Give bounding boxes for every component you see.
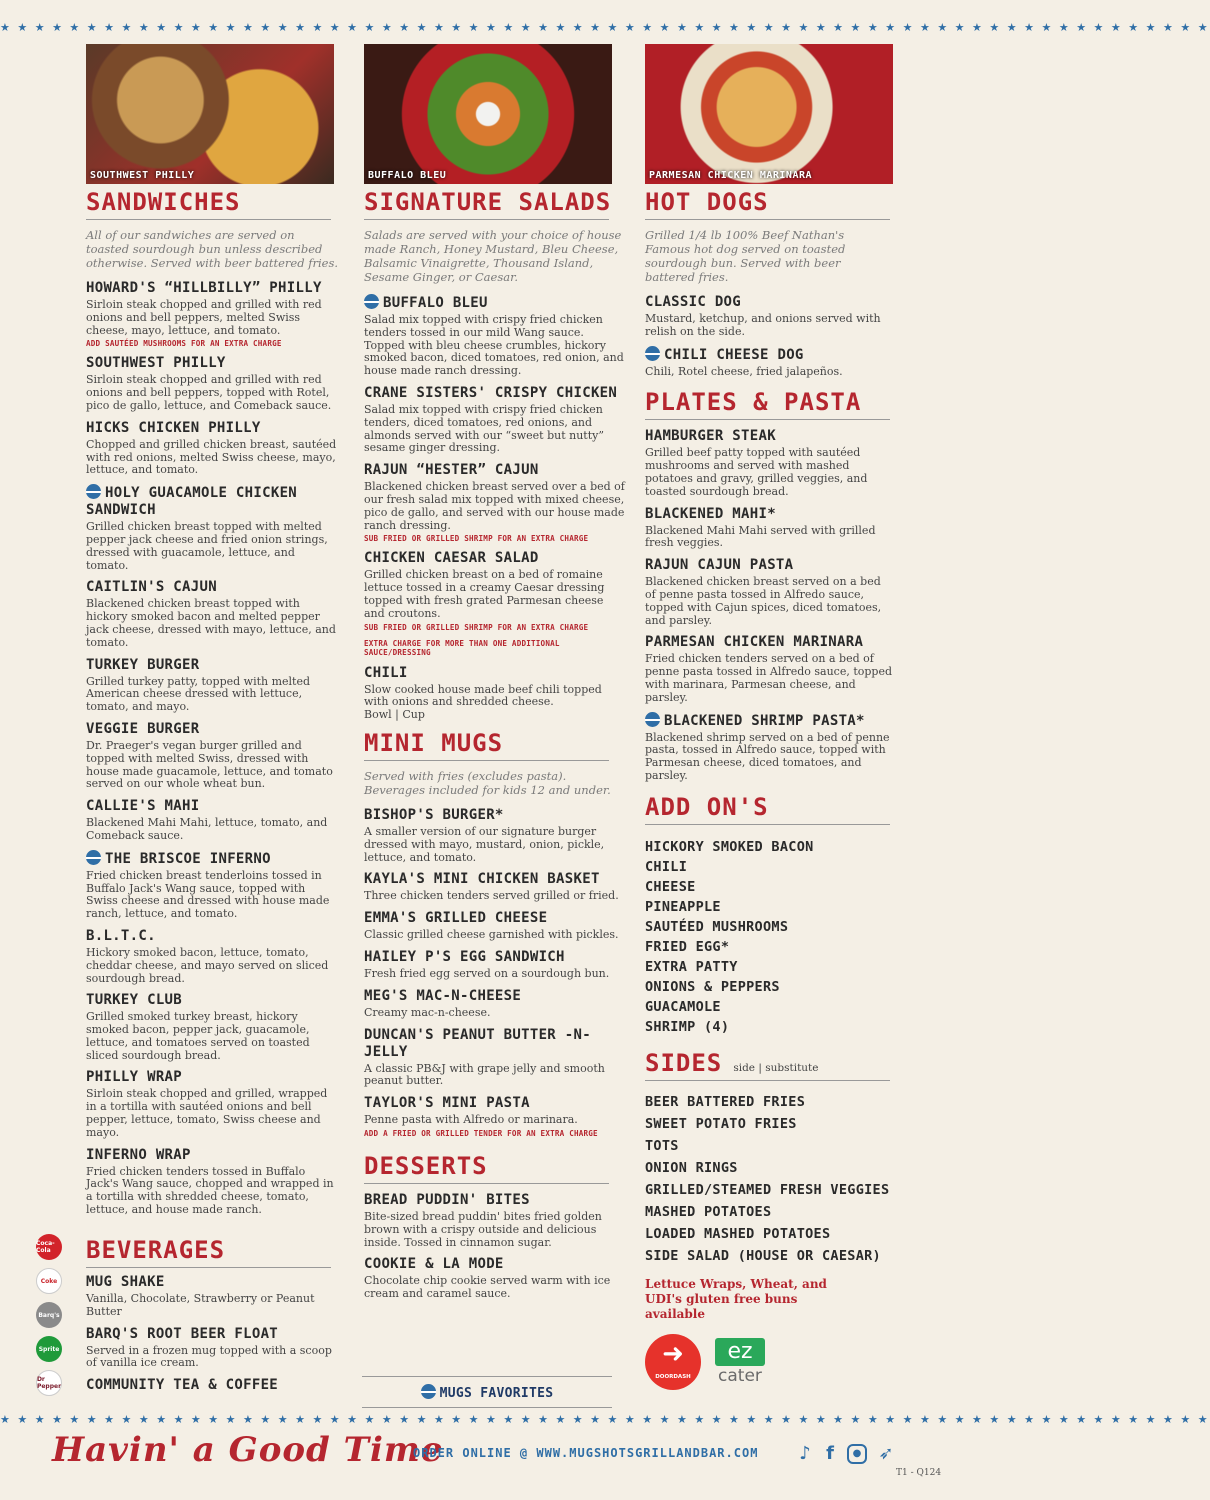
side-item: TOTS [645, 1137, 679, 1154]
mugs-favorite-icon [364, 294, 379, 309]
item-desc: Blackened chicken breast served over a bed of our fresh salad mix topped with mixed cheese, pico de gallo, and served with our house made ranch dressing. [364, 480, 625, 532]
item-desc: Blackened Mahi Mahi served with grilled fresh veggies. [645, 523, 876, 550]
sandwich-list [86, 280, 338, 1217]
item-name [645, 634, 893, 651]
item-name-text: BREAD PUDDIN' BITES [364, 1191, 530, 1208]
item-name [86, 1069, 338, 1086]
item-name-text: HICKS CHICKEN PHILLY [86, 419, 261, 436]
item-name [364, 988, 626, 1005]
item-desc: Blackened Mahi Mahi, lettuce, tomato, and Comeback sauce. [86, 816, 328, 842]
item-name-text: HAMBURGER STEAK [645, 428, 776, 445]
menu-item [645, 557, 893, 627]
item-name-text: COMMUNITY TEA & COFFEE [86, 1377, 279, 1394]
addon-item: CHILI [645, 858, 688, 875]
item-name [645, 557, 893, 574]
item-name [645, 294, 893, 311]
section-title-beverages: BEVERAGES [86, 1236, 226, 1264]
item-name [86, 928, 338, 945]
column-middle [364, 44, 626, 1308]
item-name: CHILI [364, 664, 408, 681]
ezcater-bottom: cater [718, 1365, 762, 1386]
addon-item: CHEESE [645, 878, 696, 895]
item-desc: Salad mix topped with crispy fried chicken tenders, diced tomatoes, red onions, and almonds served with our “sweet but nutty” sesame ginger dressing. [364, 402, 604, 455]
item-desc: Sirloin steak chopped and grilled, wrapped in a tortilla with sautéed onions and bell pepper, lettuce, tomato, Swiss cheese and mayo. [86, 1087, 328, 1139]
menu-item [364, 1256, 626, 1301]
item-name-text: RAJUN CAJUN PASTA [645, 557, 794, 574]
divider [645, 419, 890, 420]
item-name-text: B.L.T.C. [86, 927, 156, 944]
menu-item [364, 1095, 626, 1138]
menu-item [364, 385, 626, 455]
menu-item [86, 1069, 338, 1139]
item-name-text: CHILI CHEESE DOG [664, 346, 804, 363]
divider [364, 1183, 609, 1184]
delivery-logos [645, 1334, 893, 1390]
item-name-text: HAILEY P'S EGG SANDWICH [364, 948, 565, 965]
addon-item: GUACAMOLE [645, 998, 721, 1015]
item-desc: Fried chicken tenders tossed in Buffalo Jack's Wang sauce, chopped and wrapped in a tortilla with shredded cheese, tomato, lettuce, and house made ranch. [86, 1164, 334, 1217]
item-name [86, 1147, 338, 1164]
section-title-desserts: DESSERTS [364, 1151, 488, 1180]
item-name [364, 1192, 626, 1209]
beverage-list [86, 1274, 338, 1394]
menu-item [86, 420, 338, 477]
item-name-text: DUNCAN'S PEANUT BUTTER -N- JELLY [364, 1026, 591, 1060]
addon-item: SAUTÉED MUSHROOMS [645, 918, 789, 935]
doordash-glyph: ➜ [662, 1338, 684, 1369]
coke-logo-icon: Coke [36, 1268, 62, 1294]
item-name [86, 721, 338, 738]
item-name-text: BLACKENED MAHI* [645, 505, 776, 522]
mugs-favorite-icon [645, 346, 660, 361]
side-list [645, 1091, 893, 1267]
item-name-text: CRANE SISTERS' CRISPY CHICKEN [364, 384, 618, 401]
item-name-text: VEGGIE BURGER [86, 720, 200, 737]
item-name-text: BUFFALO BLEU [383, 295, 488, 311]
section-title-hot-dogs: HOT DOGS [645, 188, 769, 216]
item-desc: Hickory smoked bacon, lettuce, tomato, cheddar cheese, and mayo served on sliced sourdough bread. [86, 945, 329, 985]
item-name [364, 1095, 626, 1112]
hot-dog-list [645, 294, 893, 378]
ezcater-top: ez [715, 1338, 765, 1366]
menu-item [364, 807, 626, 864]
item-name [645, 506, 893, 523]
favorites-label: MUGS FAVORITES [439, 1386, 554, 1401]
menu-item [86, 1147, 338, 1217]
item-name [364, 294, 626, 312]
column-left [86, 44, 338, 1224]
dessert-list [364, 1192, 626, 1301]
item-name-text: HOLY GUACAMOLE CHICKEN SANDWICH [86, 485, 298, 519]
sides-header [645, 1049, 893, 1077]
divider [645, 1080, 890, 1081]
section-title-salads: SIGNATURE SALADS [364, 188, 612, 216]
section-title-sandwiches: SANDWICHES [86, 188, 241, 216]
menu-item [364, 910, 626, 942]
item-name-text: BARQ'S ROOT BEER FLOAT [86, 1325, 279, 1342]
item-desc: Sirloin steak chopped and grilled with red onions and bell peppers, melted Swiss cheese, mayo, lettuce, and tomato. [86, 298, 322, 337]
item-name [86, 798, 338, 815]
item-name-text: CHICKEN CAESAR SALAD [364, 550, 539, 567]
item-name-text: PARMESAN CHICKEN MARINARA [645, 634, 864, 651]
menu-item [645, 506, 893, 551]
menu-item [86, 1377, 338, 1394]
menu-item [86, 721, 338, 791]
menu-item [86, 484, 338, 572]
menu-item [364, 462, 626, 543]
item-name [86, 1274, 338, 1291]
side-item: GRILLED/STEAMED FRESH VEGGIES [645, 1181, 890, 1198]
item-name [86, 579, 338, 596]
item-name-text: SOUTHWEST PHILLY [86, 355, 226, 372]
side-item: LOADED MASHED POTATOES [645, 1225, 831, 1242]
item-name [364, 807, 626, 824]
menu-item [645, 428, 893, 498]
order-online-link[interactable]: ORDER ONLINE @ WWW.MUGSHOTSGRILLANDBAR.COM [413, 1446, 759, 1460]
item-desc: Grilled beef patty topped with sautéed mushrooms and served with mashed potatoes and gravy, grilled veggies, and toasted sourdough bread. [645, 446, 868, 498]
item-name-text: TURKEY CLUB [86, 992, 183, 1009]
item-name [364, 910, 626, 927]
item-name-text: TURKEY BURGER [86, 656, 200, 673]
item-desc: Dr. Praeger's vegan burger grilled and topped with melted Swiss, dressed with house made guacamole, lettuce, and tomato served on our whole wheat bun. [86, 738, 333, 791]
photo-caption: SOUTHWEST PHILLY [90, 170, 195, 181]
side-item: ONION RINGS [645, 1159, 738, 1176]
photo-caption: PARMESAN CHICKEN MARINARA [649, 170, 813, 181]
sides-sub: side | substitute [733, 1061, 819, 1074]
menu-item [86, 992, 338, 1062]
item-desc: Grilled turkey patty, topped with melted American cheese dressed with lettuce, tomato, and mayo. [86, 674, 311, 714]
slogan: Havin' a Good Time [52, 1430, 444, 1470]
section-title-mini-mugs: MINI MUGS [364, 728, 504, 757]
section-title-addons: ADD ON'S [645, 792, 769, 821]
item-name-text: BISHOP'S BURGER* [364, 806, 504, 823]
item-name-text: CAITLIN'S CAJUN [86, 579, 217, 596]
item-desc: Blackened chicken breast served on a bed of penne pasta tossed in Alfredo sauce, topped with Cajun spices, diced tomatoes, and parsley. [645, 575, 882, 627]
salads-intro: Salads are served with your choice of house made Ranch, Honey Mustard, Bleu Cheese, Balsamic Vinaigrette, Thousand Island, Sesame Ginger, or Caesar. [364, 228, 622, 284]
divider [645, 219, 890, 220]
addon-item: ONIONS & PEPPERS [645, 978, 780, 995]
menu-code: T1 - Q124 [896, 1468, 942, 1478]
item-desc: Fried chicken breast tenderloins tossed in Buffalo Jack's Wang sauce, topped with Swiss cheese and dressed with house made ranch, lettuce, and tomato. [86, 868, 330, 921]
menu-item [86, 850, 338, 921]
item-size: Bowl | Cup [364, 708, 425, 722]
item-name [364, 1027, 626, 1061]
item-name [86, 657, 338, 674]
item-extra-charge: ADD A FRIED OR GRILLED TENDER FOR AN EXTRA CHARGE [364, 1128, 598, 1138]
item-desc: Served in a frozen mug topped with a scoop of vanilla ice cream. [86, 1343, 332, 1370]
item-name [86, 420, 338, 437]
item-desc: Slow cooked house made beef chili topped with onions and shredded cheese. [364, 682, 602, 709]
item-name [86, 1377, 338, 1394]
item-name-text: KAYLA'S MINI CHICKEN BASKET [364, 871, 600, 888]
item-name [645, 346, 893, 364]
item-desc: Chili, Rotel cheese, fried jalapeños. [645, 364, 843, 378]
item-name [645, 428, 893, 445]
item-name-text: RAJUN “HESTER” CAJUN [364, 462, 539, 479]
mugs-favorite-icon [421, 1384, 436, 1399]
beverages-section [86, 1236, 338, 1401]
item-desc: Mustard, ketchup, and onions served with relish on the side. [645, 312, 881, 338]
twitter-icon[interactable]: ➶ [878, 1443, 894, 1464]
item-extra-charge: ADD SAUTÉED MUSHROOMS FOR AN EXTRA CHARGE [86, 339, 282, 349]
item-name [86, 355, 338, 372]
menu-item [364, 871, 626, 903]
divider [364, 760, 609, 761]
item-desc: Blackened shrimp served on a bed of penne pasta, tossed in Alfredo sauce, topped with Parmesan cheese, diced tomatoes, and parsley. [645, 730, 890, 782]
item-name [364, 871, 626, 888]
photo-southwest-philly [86, 44, 334, 184]
menu-item [86, 579, 338, 649]
gluten-free-note: Lettuce Wraps, Wheat, and UDI's gluten free buns available [645, 1276, 827, 1321]
doordash-label: DOORDASH [655, 1373, 691, 1380]
item-name-text: TAYLOR'S MINI PASTA [364, 1095, 530, 1112]
menu-item [86, 355, 338, 412]
menu-item [86, 1326, 338, 1371]
side-item: SIDE SALAD (HOUSE OR CAESAR) [645, 1247, 881, 1264]
item-desc: Grilled chicken breast topped with melted pepper jack cheese and fried onion strings, dressed with guacamole, lettuce, and tomato. [86, 520, 328, 572]
divider [645, 824, 890, 825]
item-name [645, 712, 893, 730]
menu-item [364, 949, 626, 981]
addon-item: EXTRA PATTY [645, 958, 738, 975]
item-name [364, 385, 626, 402]
photo-caption: BUFFALO BLEU [368, 170, 447, 181]
item-name-text: CLASSIC DOG [645, 294, 742, 310]
item-name-text: CALLIE'S MAHI [86, 798, 200, 815]
item-desc: Chocolate chip cookie served warm with ice cream and caramel sauce. [364, 1274, 611, 1301]
item-desc: Grilled smoked turkey breast, hickory smoked bacon, pepper jack, guacamole, lettuce, and tomatoes served on toasted sliced sourdough bread. [86, 1010, 310, 1062]
item-desc: A smaller version of our signature burger dressed with mayo, mustard, onion, pickle, lettuce, and tomato. [364, 824, 605, 864]
menu-item [364, 1027, 626, 1089]
item-desc: Classic grilled cheese garnished with pickles. [364, 928, 619, 942]
coca-cola-logo-icon: Coca-Cola [36, 1234, 62, 1260]
barqs-logo-icon: Barq's [36, 1302, 62, 1328]
doordash-logo-icon[interactable] [645, 1334, 701, 1390]
item-desc: Salad mix topped with crispy fried chicken tenders tossed in our mild Wang sauce. Topped with bleu cheese crumbles, hickory smoked bacon, diced tomatoes, red onion, and house made ranch dressing. [364, 313, 624, 378]
plates-list [645, 428, 893, 782]
menu-item [86, 280, 338, 348]
divider [364, 219, 609, 220]
item-desc: Penne pasta with Alfredo or marinara. [364, 1113, 578, 1127]
section-title-plates: PLATES & PASTA [645, 388, 862, 417]
addon-list [645, 837, 893, 1037]
menu-item [645, 712, 893, 783]
star-border-top: ★ ★ ★ ★ ★ ★ ★ ★ ★ ★ ★ ★ ★ ★ ★ ★ ★ ★ ★ ★ ★ ★ ★ ★ ★ ★ ★ ★ ★ ★ ★ ★ ★ ★ ★ ★ ★ ★ ★ ★ ★ ★ ★ ★ ★ ★ ★ ★ ★ ★ ★ ★ ★ ★ ★ ★ ★ ★ ★ ★ ★ ★ ★ ★ ★ ★ ★ ★ ★ ★ [0, 21, 1210, 34]
item-name [86, 1326, 338, 1343]
menu-item [645, 346, 893, 379]
item-desc: Grilled chicken breast on a bed of romaine lettuce tossed in a creamy Caesar dressing topped with fresh grated Parmesan cheese and croutons. [364, 568, 605, 620]
divider [86, 219, 331, 220]
instagram-icon[interactable]: ● [847, 1444, 867, 1464]
side-item: MASHED POTATOES [645, 1203, 772, 1220]
item-name-text: PHILLY WRAP [86, 1069, 183, 1086]
item-name [86, 280, 338, 297]
item-name-text: EMMA'S GRILLED CHEESE [364, 910, 548, 927]
column-right [645, 44, 893, 1390]
item-desc: Chopped and grilled chicken breast, sautéed with red onions, melted Swiss cheese, mayo, lettuce, and tomato. [86, 437, 337, 477]
mini-mugs-intro: Served with fries (excludes pasta). Beverages included for kids 12 and under. [364, 768, 611, 797]
menu-item-chili [364, 665, 626, 722]
item-desc: Fresh fried egg served on a sourdough bun. [364, 966, 610, 980]
mugs-favorite-icon [86, 484, 101, 499]
item-name [364, 949, 626, 966]
item-name-text: INFERNO WRAP [86, 1146, 191, 1163]
dr-pepper-logo-icon: Dr Pepper [36, 1370, 62, 1396]
menu-item [645, 294, 893, 339]
side-item: SWEET POTATO FRIES [645, 1115, 797, 1132]
menu-item [364, 294, 626, 378]
item-desc: Fried chicken tenders served on a bed of penne pasta tossed in Alfredo sauce, topped with marinara, Parmesan cheese, and parsley. [645, 652, 893, 704]
side-item: BEER BATTERED FRIES [645, 1093, 806, 1110]
divider [86, 1267, 331, 1268]
item-name [86, 850, 338, 868]
star-border-bottom: ★ ★ ★ ★ ★ ★ ★ ★ ★ ★ ★ ★ ★ ★ ★ ★ ★ ★ ★ ★ ★ ★ ★ ★ ★ ★ ★ ★ ★ ★ ★ ★ ★ ★ ★ ★ ★ ★ ★ ★ ★ ★ ★ ★ ★ ★ ★ ★ ★ ★ ★ ★ ★ ★ ★ ★ ★ ★ ★ ★ ★ ★ ★ ★ ★ ★ ★ ★ ★ ★ [0, 1413, 1210, 1426]
item-desc: A classic PB&J with grape jelly and smooth peanut butter. [364, 1061, 605, 1088]
section-title-sides: SIDES [645, 1048, 723, 1077]
sandwiches-intro: All of our sandwiches are served on toasted sourdough bun unless described otherwise. Served with beer battered fries. [86, 228, 339, 270]
item-name [86, 992, 338, 1009]
menu-item [364, 1192, 626, 1249]
item-name-text: BLACKENED SHRIMP PASTA* [664, 712, 865, 729]
photo-parmesan-chicken [645, 44, 893, 184]
item-name [364, 550, 626, 567]
menu-item [364, 988, 626, 1020]
menu-item [645, 634, 893, 704]
mugs-favorites-legend [362, 1376, 612, 1408]
salad-list [364, 294, 626, 632]
item-desc: Creamy mac-n-cheese. [364, 1005, 491, 1019]
item-name-text: MUG SHAKE [86, 1274, 165, 1290]
photo-buffalo-bleu [364, 44, 612, 184]
item-name [364, 462, 626, 479]
hot-dogs-intro: Grilled 1/4 lb 100% Beef Nathan's Famous hot dog served on toasted sourdough bun. Served with beer battered fries. [645, 228, 846, 284]
item-desc: Three chicken tenders served grilled or fried. [364, 889, 619, 903]
addon-item: FRIED EGG* [645, 938, 730, 955]
mugs-favorite-icon [86, 850, 101, 865]
item-name-text: HOWARD'S “HILLBILLY” PHILLY [86, 280, 322, 296]
menu-item [364, 550, 626, 631]
item-extra-charge: SUB FRIED OR GRILLED SHRIMP FOR AN EXTRA CHARGE [364, 622, 589, 632]
item-name-text: MEG'S MAC-N-CHEESE [364, 987, 522, 1004]
item-desc: Bite-sized bread puddin' bites fried golden brown with a crispy outside and delicious inside. Tossed in cinnamon sugar. [364, 1209, 602, 1249]
item-desc: Sirloin steak chopped and grilled with red onions and bell peppers, topped with Rotel, pico de gallo, lettuce, and Comeback sauce. [86, 373, 332, 412]
menu-item [86, 798, 338, 843]
item-name-text: COOKIE & LA MODE [364, 1256, 504, 1273]
ezcater-logo-icon[interactable] [715, 1338, 765, 1388]
item-name-text: THE BRISCOE INFERNO [105, 850, 271, 867]
mini-mugs-list [364, 807, 626, 1138]
menu-item [86, 928, 338, 985]
menu-item [86, 657, 338, 714]
addon-item: HICKORY SMOKED BACON [645, 838, 814, 855]
addon-item: PINEAPPLE [645, 898, 721, 915]
item-desc: Blackened chicken breast topped with hickory smoked bacon and melted pepper jack cheese, dressed with mayo, lettuce, and tomato. [86, 597, 336, 649]
menu-item [86, 1274, 338, 1319]
mugs-favorite-icon [645, 712, 660, 727]
item-extra-charge: SUB FRIED OR GRILLED SHRIMP FOR AN EXTRA CHARGE [364, 534, 589, 544]
tiktok-icon[interactable]: ♪ [799, 1443, 811, 1464]
item-name [86, 484, 338, 519]
item-name [364, 1256, 626, 1273]
addon-item: SHRIMP (4) [645, 1018, 730, 1035]
facebook-icon[interactable]: f [826, 1443, 834, 1464]
salad-dressing-note: EXTRA CHARGE FOR MORE THAN ONE ADDITIONAL SAUCE/DRESSING [364, 638, 560, 657]
sprite-logo-icon: Sprite [36, 1336, 62, 1362]
item-desc: Vanilla, Chocolate, Strawberry or Peanut Butter [86, 1292, 315, 1318]
